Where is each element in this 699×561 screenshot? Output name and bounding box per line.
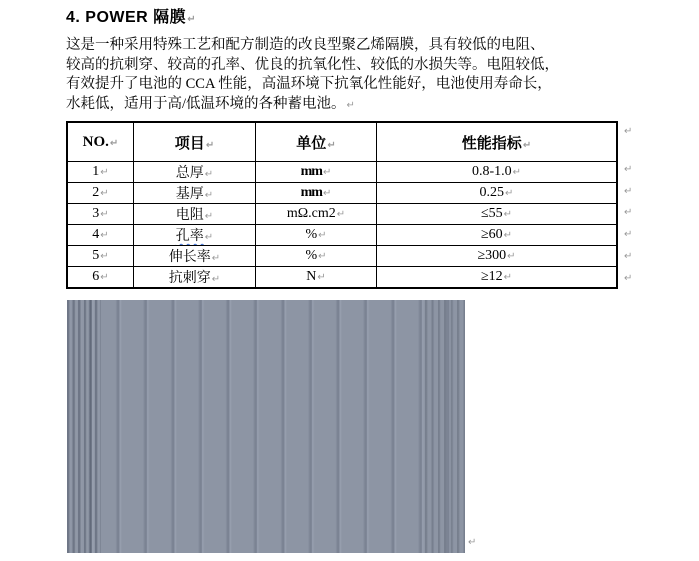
- table-row: [67, 246, 617, 267]
- cell-no: 1↵: [67, 162, 134, 183]
- cell-item: 总厚↵: [134, 162, 256, 183]
- cell-end-mark: ↵: [522, 139, 532, 151]
- cell-no: 2↵: [67, 183, 134, 204]
- corrugated-membrane-photo: [67, 300, 465, 553]
- section-heading: [66, 4, 196, 27]
- cell-no: 3↵: [67, 204, 134, 225]
- cell-end-mark: ↵: [204, 211, 214, 222]
- table-row: [67, 267, 617, 289]
- spellcheck-underlined-text: 孔率: [175, 229, 204, 244]
- paragraph-line: 水耗低，适用于高/低温环境的各种蓄电池。↵: [66, 95, 355, 112]
- cell-end-mark: ↵: [100, 272, 109, 283]
- table-header-row: [67, 122, 617, 162]
- cell-item: [134, 225, 256, 246]
- cell-end-mark: ↵: [318, 251, 327, 262]
- cell-unit: mm↵: [256, 162, 377, 183]
- cell-end-mark: ↵: [100, 188, 109, 199]
- cell-unit: %↵: [256, 246, 377, 267]
- cell-end-mark: ↵: [204, 232, 214, 243]
- cell-end-mark: ↵: [507, 251, 516, 262]
- cell-no: 5↵: [67, 246, 134, 267]
- cell-item: 电阻↵: [134, 204, 256, 225]
- row-end-mark: ↵: [624, 164, 633, 175]
- table-row: [67, 162, 617, 183]
- cell-end-mark: ↵: [512, 167, 522, 178]
- header-value: 性能指标↵: [377, 122, 618, 162]
- cell-end-mark: ↵: [100, 230, 109, 241]
- cell-end-mark: ↵: [211, 274, 221, 285]
- header-unit: 单位↵: [256, 122, 377, 162]
- cell-value: ≥12↵: [377, 267, 618, 289]
- cell-unit: mm↵: [256, 183, 377, 204]
- cell-value: ≤55↵: [377, 204, 618, 225]
- cell-end-mark: ↵: [322, 167, 332, 178]
- paragraph-line: 有效提升了电池的 CCA 性能，高温环境下抗氧化性能好，电池使用寿命长，: [66, 76, 552, 92]
- cell-item: 抗刺穿↵: [134, 267, 256, 289]
- section-heading-text: 4. POWER 隔膜: [66, 9, 187, 26]
- cell-unit: N↵: [256, 267, 377, 289]
- cell-end-mark: ↵: [503, 272, 513, 283]
- paragraph-mark: ↵: [187, 14, 197, 25]
- paragraph-line: 这是一种采用特殊工艺和配方制造的改良型聚乙烯隔膜，具有较低的电阻、: [66, 37, 545, 53]
- cell-end-mark: ↵: [205, 139, 215, 151]
- row-end-mark: ↵: [624, 126, 633, 137]
- cell-unit: %↵: [256, 225, 377, 246]
- table-row: [67, 204, 617, 225]
- row-end-mark: ↵: [624, 251, 633, 262]
- cell-end-mark: ↵: [317, 272, 326, 283]
- cell-end-mark: ↵: [211, 253, 221, 264]
- cell-end-mark: ↵: [109, 137, 119, 149]
- cell-item: 伸长率↵: [134, 246, 256, 267]
- cell-value: 0.8-1.0↵: [377, 162, 618, 183]
- header-no: NO.↵: [67, 122, 134, 162]
- paragraph-mark: ↵: [468, 537, 477, 548]
- cell-end-mark: ↵: [204, 190, 214, 201]
- cell-item: 基厚↵: [134, 183, 256, 204]
- row-end-mark: ↵: [624, 229, 633, 240]
- cell-end-mark: ↵: [204, 169, 214, 180]
- cell-end-mark: ↵: [327, 139, 336, 151]
- cell-no: 4↵: [67, 225, 134, 246]
- cell-value: 0.25↵: [377, 183, 618, 204]
- cell-value: ≥300↵: [377, 246, 618, 267]
- row-end-mark: ↵: [624, 273, 633, 284]
- cell-unit: mΩ.cm2↵: [256, 204, 377, 225]
- cell-end-mark: ↵: [318, 230, 327, 241]
- cell-end-mark: ↵: [100, 251, 109, 262]
- spec-table: [66, 121, 618, 289]
- cell-end-mark: ↵: [336, 209, 346, 220]
- cell-end-mark: ↵: [503, 209, 513, 220]
- cell-no: 6↵: [67, 267, 134, 289]
- cell-end-mark: ↵: [322, 188, 332, 199]
- table-row: [67, 183, 617, 204]
- paragraph-line: 较高的抗刺穿、较高的孔率、优良的抗氧化性、较低的水损失等。电阻较低，: [66, 56, 559, 73]
- cell-end-mark: ↵: [505, 188, 514, 199]
- paragraph-mark: ↵: [346, 99, 355, 111]
- row-end-mark: ↵: [624, 186, 633, 197]
- cell-end-mark: ↵: [100, 167, 109, 178]
- cell-end-mark: ↵: [503, 230, 513, 241]
- table-row: [67, 225, 617, 246]
- body-paragraph: [66, 36, 628, 115]
- header-item: 项目↵: [134, 122, 256, 162]
- cell-value: ≥60↵: [377, 225, 618, 246]
- row-end-mark: ↵: [624, 207, 633, 218]
- cell-end-mark: ↵: [100, 209, 109, 220]
